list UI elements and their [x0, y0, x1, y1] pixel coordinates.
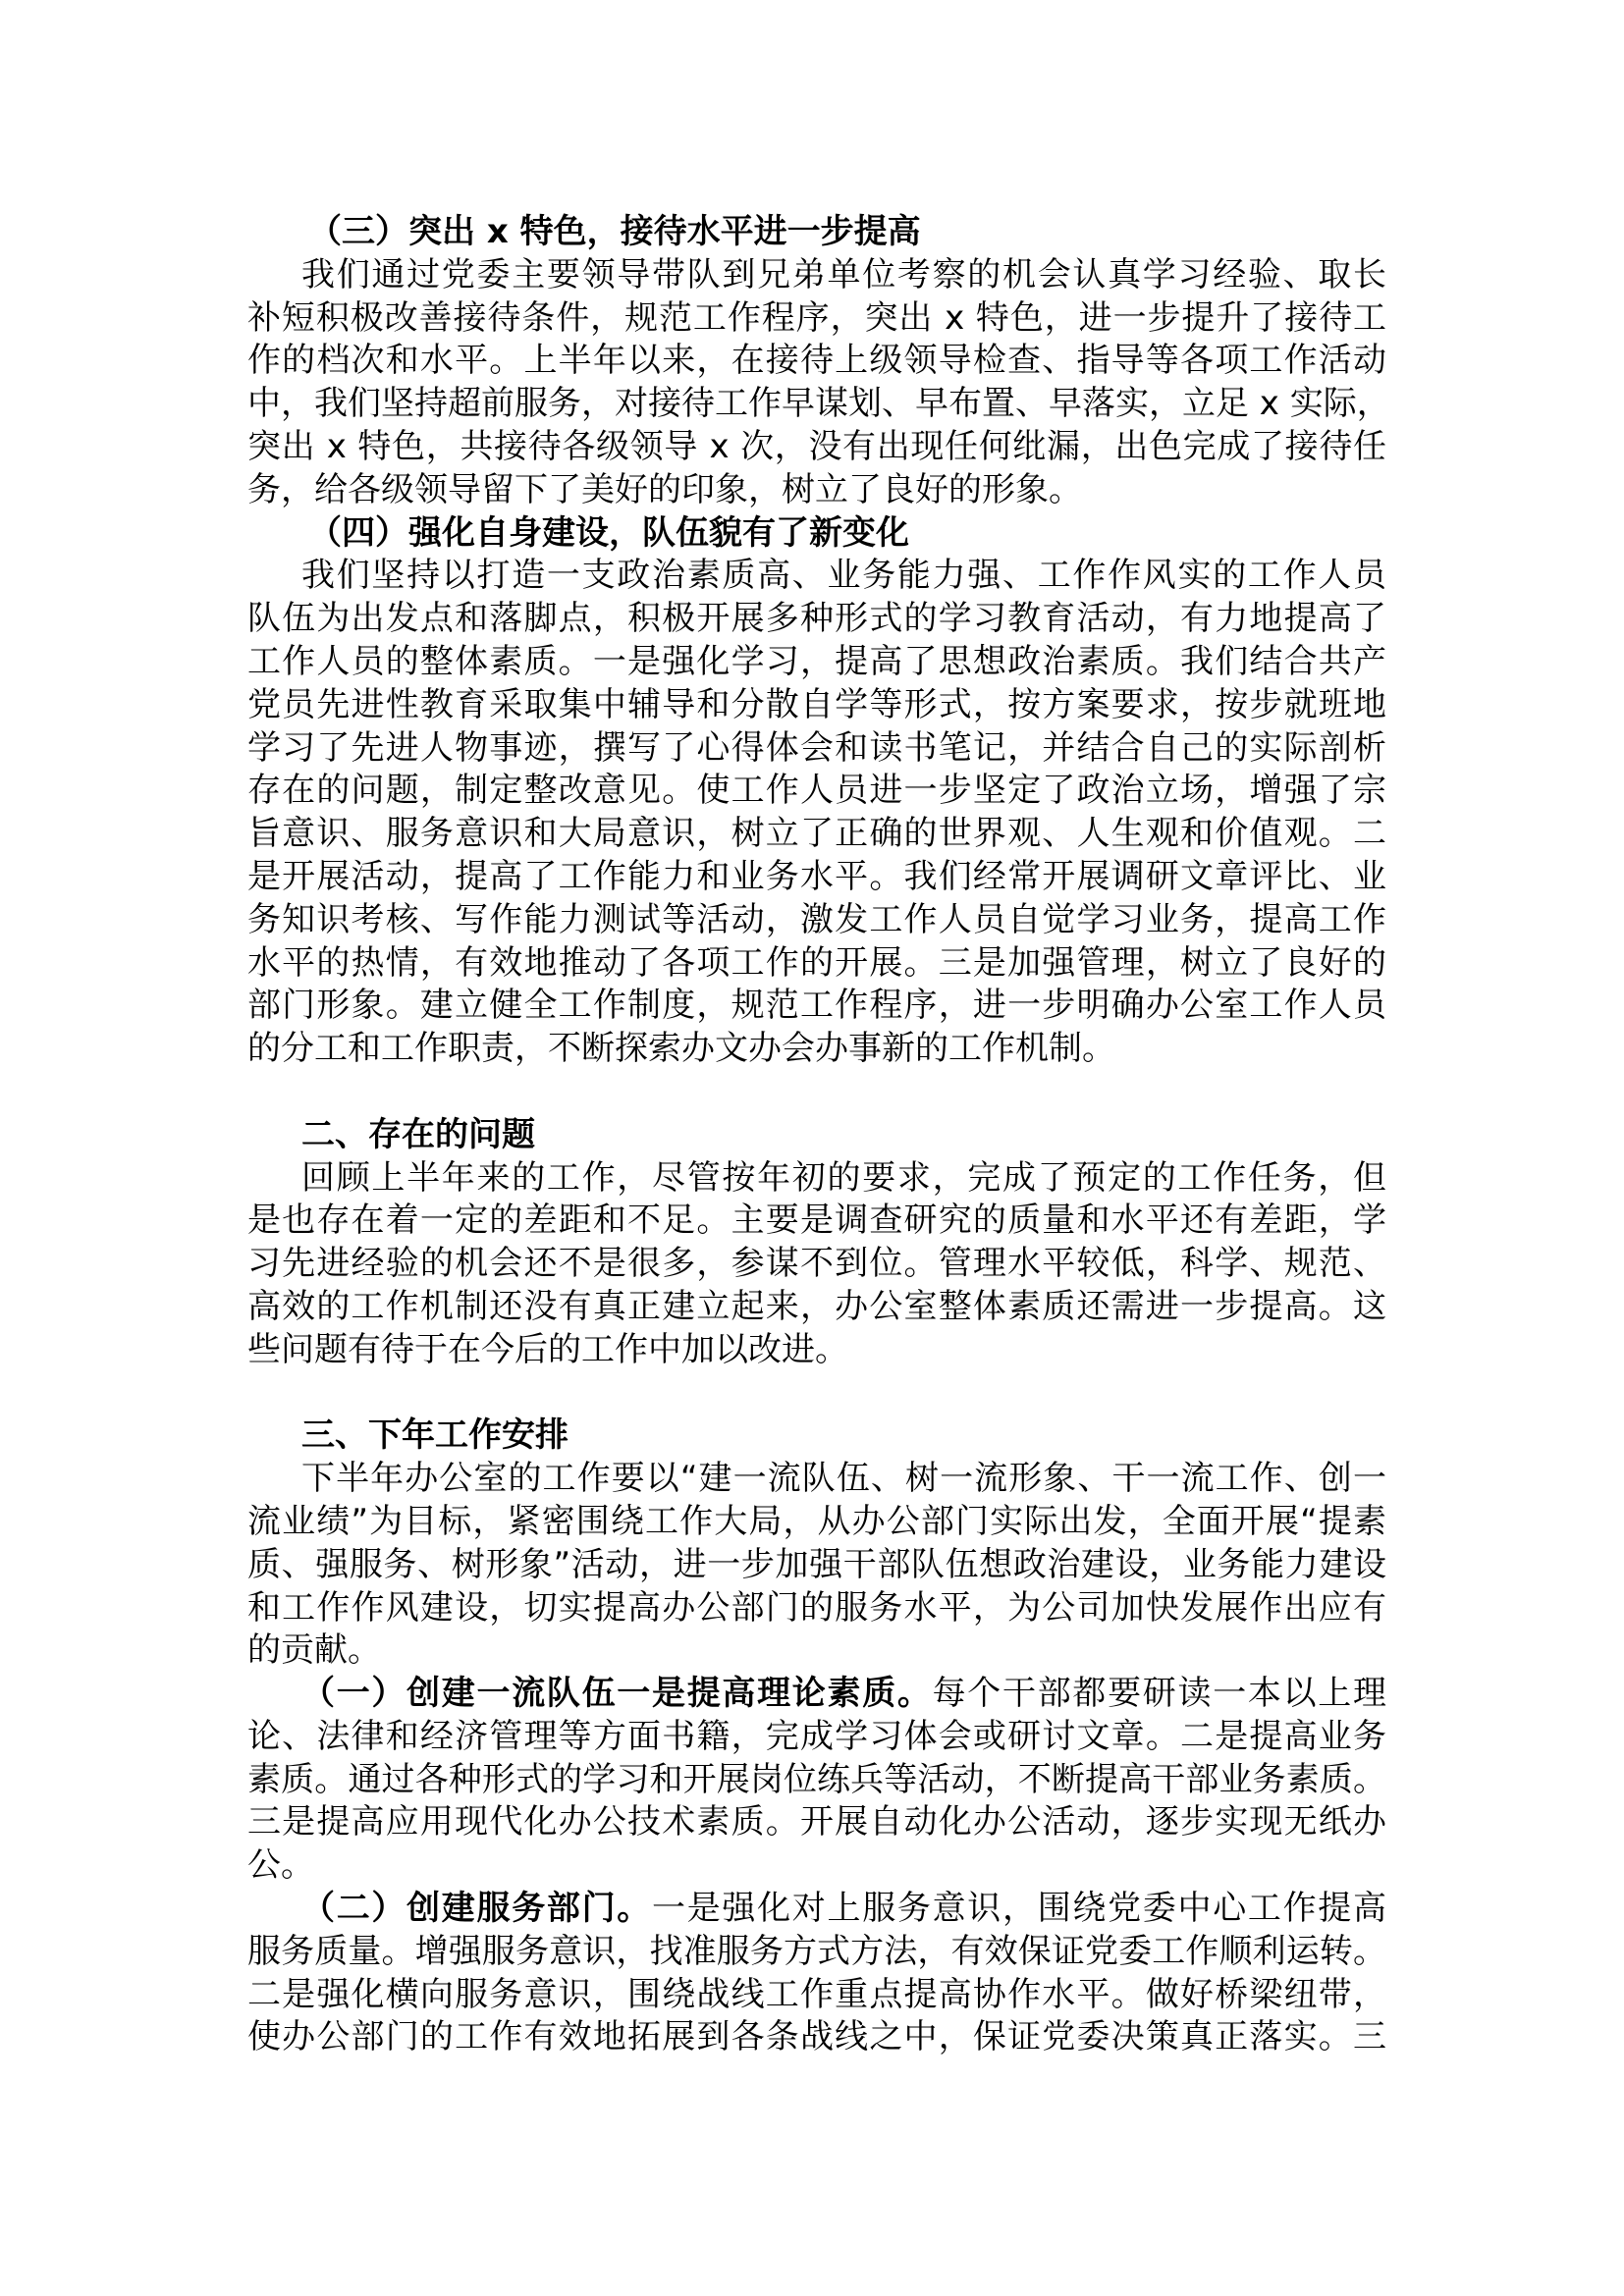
paragraph-line [247, 1888, 1386, 1931]
blank-line [247, 1372, 1386, 1415]
paragraph-line: 我们通过党委主要领导带队到兄弟单位考察的机会认真学习经验、取长 [301, 254, 1386, 294]
paragraph-line: 的贡献。 [247, 1630, 381, 1671]
paragraph-line: 论、法律和经济管理等方面书籍，完成学习体会或研讨文章。二是提高业务 [247, 1716, 1386, 1756]
paragraph-line: 是也存在着一定的差距和不足。主要是调查研究的质量和水平还有差距，学 [247, 1201, 1386, 1241]
paragraph-text: 每个干部都要研读一本以上理 [932, 1674, 1387, 1714]
paragraph-line: 是开展活动，提高了工作能力和业务水平。我们经常开展调研文章评比、业 [247, 856, 1386, 896]
paragraph-line: 水平的热情，有效地推动了各项工作的开展。三是加强管理，树立了良好的 [247, 942, 1386, 983]
paragraph-line: 中，我们坚持超前服务，对接待工作早谋划、早布置、早落实，立足 x 实际， [247, 384, 1390, 424]
paragraph-line: 务，给各级领导留下了美好的印象，树立了良好的形象。 [247, 469, 1082, 509]
paragraph-line: 突出 x 特色，共接待各级领导 x 次，没有出现任何纰漏，出色完成了接待任 [247, 426, 1386, 466]
paragraph-line: 质、强服务、树形象”活动，进一步加强干部队伍想政治建设，业务能力建设 [247, 1544, 1386, 1584]
paragraph-line: 服务质量。增强服务意识，找准服务方式方法，有效保证党委工作顺利运转。 [247, 1931, 1386, 1971]
section-heading: 三、下年工作安排 [301, 1415, 568, 1456]
paragraph-line: 补短积极改善接待条件，规范工作程序，突出 x 特色，进一步提升了接待工 [247, 297, 1386, 338]
paragraph-line: 旨意识、服务意识和大局意识，树立了正确的世界观、人生观和价值观。二 [247, 814, 1386, 854]
paragraph-line: 党员先进性教育采取集中辅导和分散自学等形式，按方案要求，按步就班地 [247, 684, 1386, 724]
paragraph-line: 二是强化横向服务意识，围绕战线工作重点提高协作水平。做好桥梁纽带， [247, 1974, 1386, 2014]
paragraph-line: 公。 [247, 1845, 314, 1886]
paragraph-line: 存在的问题，制定整改意见。使工作人员进一步坚定了政治立场，增强了宗 [247, 771, 1386, 811]
paragraph-line: 三是提高应用现代化办公技术素质。开展自动化办公活动，逐步实现无纸办 [247, 1802, 1386, 1842]
paragraph-line: 部门形象。建立健全工作制度，规范工作程序，进一步明确办公室工作人员 [247, 986, 1386, 1026]
paragraph-line: 回顾上半年来的工作，尽管按年初的要求，完成了预定的工作任务，但 [301, 1157, 1386, 1198]
paragraph-line: 高效的工作机制还没有真正建立起来，办公室整体素质还需进一步提高。这 [247, 1286, 1386, 1326]
document-page [247, 211, 1390, 2059]
paragraph-line: 我们坚持以打造一支政治素质高、业务能力强、工作作风实的工作人员 [301, 556, 1386, 596]
paragraph-line: 下半年办公室的工作要以“建一流队伍、树一流形象、干一流工作、创一 [301, 1459, 1386, 1499]
paragraph-line: 的分工和工作职责，不断探索办文办会办事新的工作机制。 [247, 1029, 1115, 1069]
section-heading: 二、存在的问题 [301, 1114, 535, 1154]
blank-line [247, 1071, 1386, 1114]
paragraph-line: 习先进经验的机会还不是很多，参谋不到位。管理水平较低，科学、规范、 [247, 1244, 1386, 1284]
paragraph-text: 一是强化对上服务意识，围绕党委中心工作提高 [652, 1889, 1386, 1929]
paragraph-line: 流业绩”为目标，紧密围绕工作大局，从办公部门实际出发，全面开展“提素 [247, 1501, 1386, 1541]
section-heading: （四）强化自身建设，队伍貌有了新变化 [308, 512, 909, 553]
paragraph-line: 学习了先进人物事迹，撰写了心得体会和读书笔记，并结合自己的实际剖析 [247, 727, 1386, 768]
paragraph-line: 工作人员的整体素质。一是强化学习，提高了思想政治素质。我们结合共产 [247, 641, 1386, 681]
subsection-heading: （二）创建服务部门。 [301, 1889, 652, 1929]
paragraph-line: 和工作作风建设，切实提高办公部门的服务水平，为公司加快发展作出应有 [247, 1587, 1386, 1628]
paragraph-line: 务知识考核、写作能力测试等活动，激发工作人员自觉学习业务，提高工作 [247, 899, 1386, 939]
paragraph-line [247, 1673, 1386, 1716]
paragraph-line: 队伍为出发点和落脚点，积极开展多种形式的学习教育活动，有力地提高了 [247, 599, 1386, 639]
paragraph-line: 素质。通过各种形式的学习和开展岗位练兵等活动，不断提高干部业务素质。 [247, 1759, 1386, 1799]
section-heading: （三）突出 x 特色，接待水平进一步提高 [308, 212, 921, 251]
paragraph-line: 作的档次和水平。上半年以来，在接待上级领导检查、指导等各项工作活动 [247, 341, 1386, 381]
paragraph-line: 些问题有待于在今后的工作中加以改进。 [247, 1329, 848, 1369]
paragraph-line: 使办公部门的工作有效地拓展到各条战线之中，保证党委决策真正落实。三 [247, 2017, 1386, 2057]
subsection-heading: （一）创建一流队伍一是提高理论素质。 [301, 1674, 933, 1714]
